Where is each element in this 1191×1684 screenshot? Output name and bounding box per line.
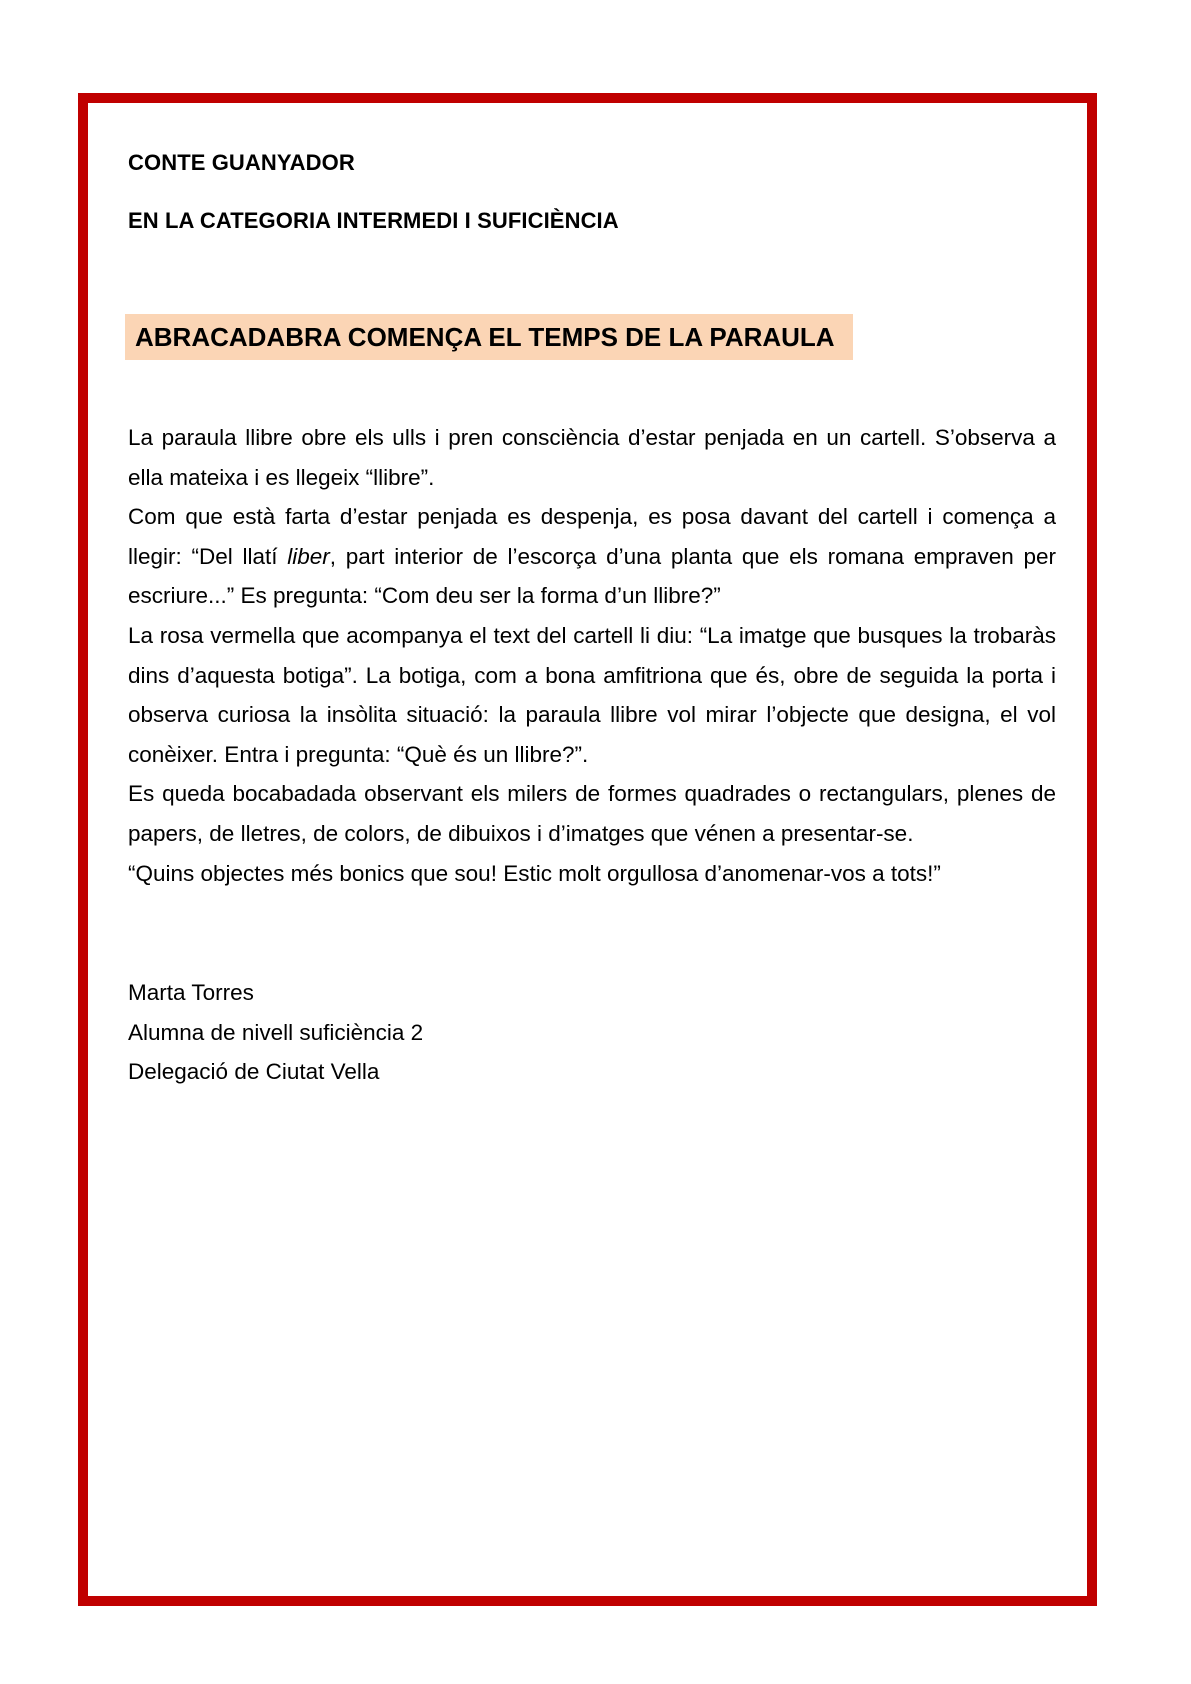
- story-paragraph-3: La rosa vermella que acompanya el text del cartell li diu: “La imatge que busques la trobaràs dins d’aquesta botiga”. La botiga, com a bona amfitriona que és, obre de seguida la porta i observa curiosa la insòlita situació: la paraula llibre vol mirar l’objecte que designa, el vol conèixer. Entra i pregunta: “Què és un llibre?”.: [128, 622, 1056, 767]
- story-italic-word: liber: [287, 543, 330, 569]
- author-role: Alumna de nivell suficiència 2: [128, 1019, 424, 1045]
- story-paragraph-2: [128, 497, 1056, 616]
- author-name: Marta Torres: [128, 980, 254, 1006]
- story-body: [128, 418, 1056, 893]
- header-award: CONTE GUANYADOR: [128, 150, 355, 175]
- author-signature: [128, 973, 1056, 1092]
- story-paragraph-2-end: , part interior de l’escorça d’una planta que els romana empraven per escriure...” Es pregunta: “Com deu ser la forma d’un llibre?”: [128, 543, 1056, 609]
- document-content: [128, 148, 1056, 1092]
- story-paragraph-1: La paraula llibre obre els ulls i pren consciència d’estar penjada en un cartell. S’observa a ella mateixa i es llegeix “llibre”.: [128, 425, 1056, 490]
- author-delegation: Delegació de Ciutat Vella: [128, 1059, 380, 1085]
- story-paragraph-5: “Quins objectes més bonics que sou! Estic molt orgullosa d’anomenar-vos a tots!”: [128, 860, 941, 886]
- story-paragraph-2-start: Com que està farta d’estar penjada es despenja, es posa davant del cartell i comença a llegir: “Del llatí: [128, 504, 1056, 569]
- story-paragraph-4: Es queda bocabadada observant els milers de formes quadrades o rectangulars, plenes de papers, de lletres, de colors, de dibuixos i d’imatges que vénen a presentar-se.: [128, 781, 1056, 846]
- header-category: EN LA CATEGORIA INTERMEDI I SUFICIÈNCIA: [128, 208, 619, 233]
- story-title: ABRACADABRA COMENÇA EL TEMPS DE LA PARAULA: [125, 314, 853, 360]
